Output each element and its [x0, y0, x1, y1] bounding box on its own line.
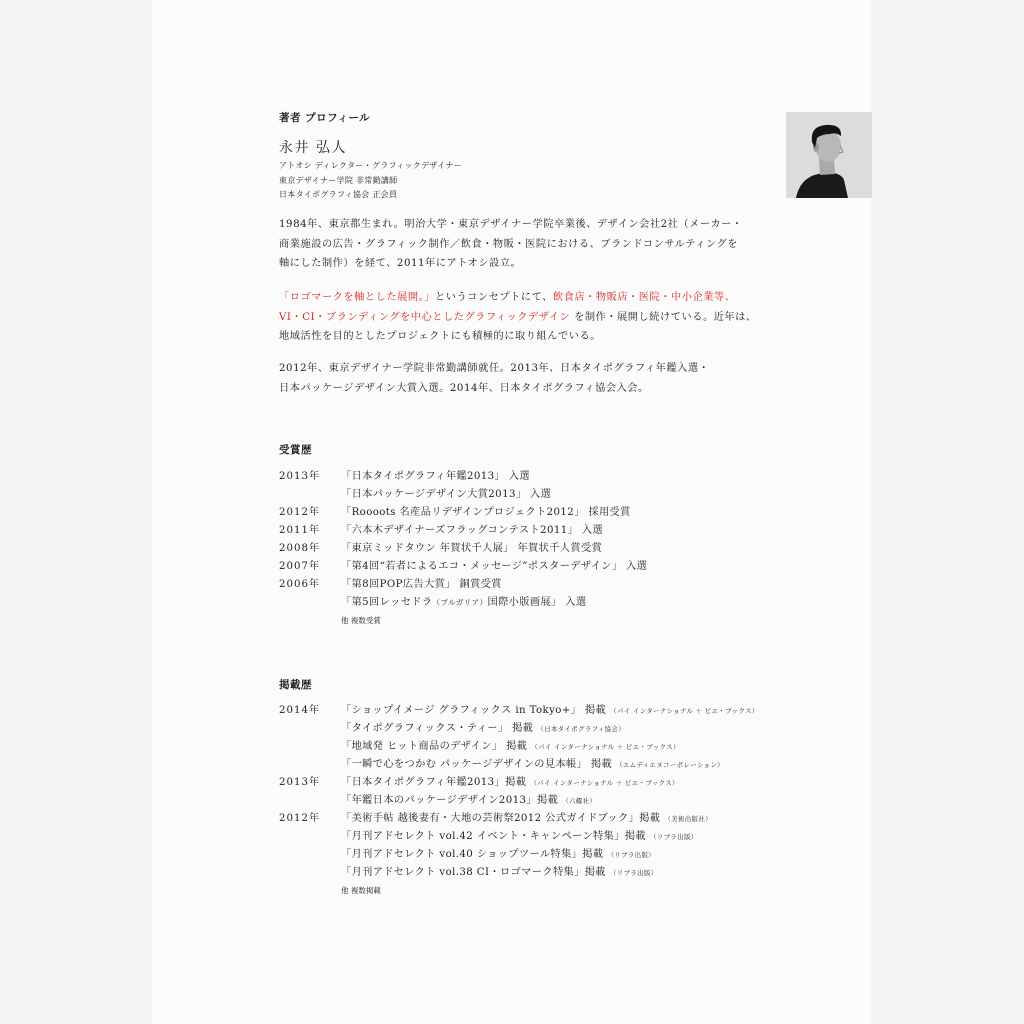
publication-text: 「美術手帖 越後妻有・大地の芸術祭2012 公式ガイドブック」掲載 — [341, 813, 661, 824]
award-text-note: （ブルガリア） — [432, 598, 488, 607]
award-text — [341, 594, 586, 612]
publication-year — [279, 720, 341, 738]
bio-paragraph-2 — [279, 288, 757, 347]
award-text-part: 国際小版画展」 入選 — [487, 597, 587, 608]
bio-paragraph-3 — [279, 359, 754, 398]
award-row — [279, 504, 754, 522]
author-name: 永井 弘人 — [279, 140, 347, 156]
award-year — [279, 594, 341, 612]
publication-row — [279, 810, 754, 828]
publication-publisher: （リブラ出版） — [609, 869, 658, 877]
profile-section-title: 著者 プロフィール — [279, 112, 371, 124]
publication-publisher: （リブラ出版） — [607, 851, 656, 859]
publication-row — [279, 702, 759, 720]
bio-line — [279, 308, 757, 328]
publication-publisher: （パイ インターナショナル ＋ ピエ・ブックス） — [530, 779, 679, 787]
publication-row — [279, 756, 754, 774]
award-row — [279, 558, 754, 576]
award-year — [279, 486, 341, 504]
publication-publisher: （パイ インターナショナル ＋ ピエ・ブックス） — [610, 707, 759, 715]
bio-paragraph-1 — [279, 215, 754, 274]
award-text: 「日本パッケージデザイン大賞2013」 入選 — [341, 489, 552, 500]
publications-section-title: 掲載歴 — [279, 679, 312, 691]
publications-list — [279, 702, 759, 900]
publication-row — [279, 846, 754, 864]
publication-year — [279, 792, 341, 810]
portrait-image — [786, 112, 872, 198]
bio-line: 商業施設の広告・グラフィック制作／飲食・物販・医院における、ブランドコンサルティングを — [279, 238, 738, 250]
award-year: 2006年 — [279, 579, 321, 590]
publication-publisher: （リブラ出版） — [650, 833, 698, 841]
awards-section-title: 受賞歴 — [279, 444, 312, 456]
award-row — [279, 468, 754, 486]
award-text: 「東京ミッドタウン 年賀状千人展」 年賀状千人賞受賞 — [341, 543, 603, 554]
award-year: 2011年 — [279, 525, 321, 536]
publication-publisher: （エムディエヌコーポレーション） — [616, 761, 724, 769]
publication-publisher: （美術出版社） — [664, 815, 712, 823]
publication-year: 2013年 — [279, 777, 321, 788]
bio-line: 日本パッケージデザイン大賞入選。2014年、日本タイポグラフィ協会入会。 — [279, 382, 649, 394]
award-text: 「六本木デザイナーズフラッグコンテスト2011」 入選 — [341, 525, 604, 536]
bio-line: 地域活性を目的としたプロジェクトにも積極的に取り組んでいる。 — [279, 331, 601, 342]
publication-year — [279, 846, 341, 864]
publication-publisher: （六耀社） — [562, 797, 597, 805]
award-row — [279, 522, 754, 540]
publication-row — [279, 828, 754, 846]
publication-text: 「月刊アドセレクト vol.38 CI・ロゴマーク特集」掲載 — [341, 867, 606, 878]
award-year: 2007年 — [279, 561, 321, 572]
award-text: 「Roooots 名産品リデザインプロジェクト2012」 採用受賞 — [341, 507, 631, 518]
publications-etc: 他 複数掲載 — [341, 886, 381, 895]
award-text: 「日本タイポグラフィ年鑑2013」 入選 — [341, 471, 530, 482]
award-row — [279, 576, 754, 594]
award-row — [279, 540, 754, 558]
publication-year: 2012年 — [279, 813, 321, 824]
publication-text: 「地域発 ヒット商品のデザイン」 掲載 — [341, 741, 528, 752]
highlight-text: 「ロゴマークを軸とした展開。」 — [279, 292, 435, 303]
publication-row — [279, 792, 754, 810]
publication-row — [279, 738, 754, 756]
publication-year: 2014年 — [279, 705, 321, 716]
publication-text: 「月刊アドセレクト vol.42 イベント・キャンペーン特集」掲載 — [341, 831, 646, 842]
publication-year — [279, 756, 341, 774]
award-year: 2013年 — [279, 471, 321, 482]
award-text: 「第8回POP広告大賞」 銅賞受賞 — [341, 579, 502, 590]
bio-text: を制作・展開し続けている。近年は、 — [574, 311, 757, 323]
author-title-line: 日本タイポグラフィ協会 正会員 — [279, 190, 398, 199]
award-year: 2008年 — [279, 543, 321, 554]
publication-text: 「月刊アドセレクト vol.40 ショップツール特集」掲載 — [341, 849, 604, 860]
highlight-text: VI・CI・ブランディングを中心としたグラフィックデザイン — [279, 311, 571, 323]
award-text: 「第4回“若者によるエコ・メッセージ”ポスターデザイン」 入選 — [341, 561, 648, 572]
author-titles — [279, 159, 462, 203]
publication-text: 「ショップイメージ グラフィックス in Tokyo+」 掲載 — [341, 705, 607, 716]
highlight-text: 飲食店・物販店・医院・中小企業等、 — [552, 292, 736, 303]
bio-line: 1984年、東京都生まれ。明治大学・東京デザイナー学院卒業後、デザイン会社2社（メーカー・ — [279, 219, 743, 230]
author-portrait-photo — [786, 112, 872, 198]
publication-year — [279, 738, 341, 756]
document-page — [152, 0, 871, 1024]
bio-line — [279, 288, 754, 308]
award-text-part: 「第5回レッセドラ — [341, 597, 433, 608]
award-row — [279, 486, 754, 504]
publication-row — [279, 774, 754, 792]
author-title-line: アトオシ ディレクター・グラフィックデザイナー — [279, 161, 463, 170]
awards-etc: 他 複数受賞 — [341, 616, 381, 625]
bio-text: というコンセプトにて、 — [434, 292, 553, 303]
publication-text: 「日本タイポグラフィ年鑑2013」掲載 — [341, 777, 527, 788]
publication-publisher: （日本タイポグラフィ協会） — [537, 725, 626, 733]
publication-row — [279, 864, 754, 882]
bio-line: 2012年、東京デザイナー学院非常勤講師就任。2013年、日本タイポグラフィ年鑑入選・ — [279, 363, 710, 374]
publication-text: 「一瞬で心をつかむ パッケージデザインの見本帳」 掲載 — [341, 759, 613, 770]
author-title-line: 東京デザイナー学院 非常勤講師 — [279, 175, 398, 185]
publication-row — [279, 720, 754, 738]
publication-publisher: （パイ インターナショナル ＋ ピエ・ブックス） — [531, 743, 680, 751]
award-year: 2012年 — [279, 507, 321, 518]
bio-line: 軸にした制作）を経て、2011年にアトオシ設立。 — [279, 258, 522, 269]
award-row — [279, 594, 754, 612]
publication-year — [279, 864, 341, 882]
publication-text: 「タイポグラフィックス・ティー」 掲載 — [341, 723, 534, 734]
awards-list — [279, 468, 754, 630]
publication-text: 「年鑑日本のパッケージデザイン2013」掲載 — [341, 795, 559, 806]
publication-year — [279, 828, 341, 846]
